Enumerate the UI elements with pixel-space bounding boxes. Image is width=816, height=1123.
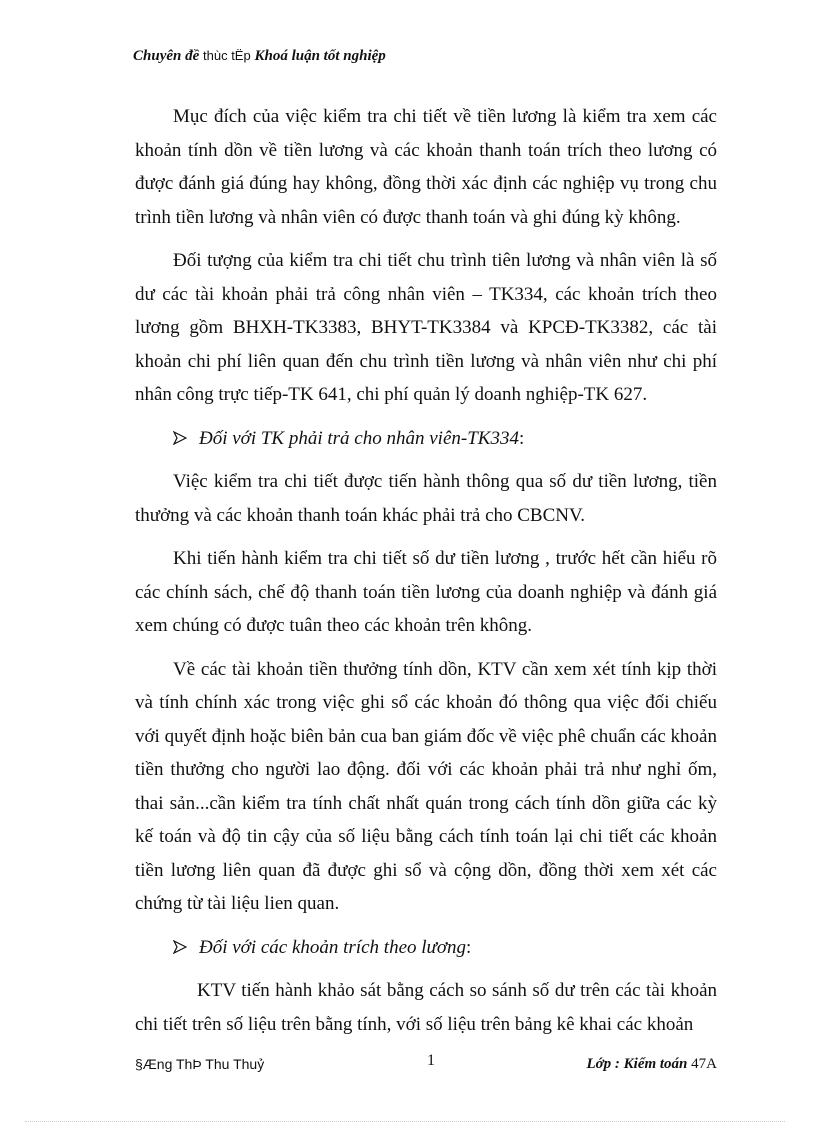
page-header [133, 48, 693, 76]
header-thesis: Khoá luận tốt nghiệp [254, 48, 386, 64]
arrow-bullet-icon [173, 431, 187, 445]
footer-class-label: Lớp : Kiểm toán [586, 1056, 688, 1072]
bullet-deductions-text: Đối với các khoản trích theo lương [199, 936, 467, 958]
paragraph-purpose: Mục đích của việc kiểm tra chi tiết về tiền lương là kiểm tra xem các khoản tính dồn về tiền lương và các khoản thanh toán trích theo lương có được đánh giá đúng hay không, đồng thời xác định các nghiệp vụ trong chu trình tiền lương và nhân viên có được thanh toán và ghi đúng kỳ không. [135, 106, 717, 228]
bullet-tk334 [135, 422, 717, 456]
paragraph-check-balance: Việc kiểm tra chi tiết được tiến hành thông qua số dư tiền lương, tiền thưởng và các khoản thanh toán khác phải trả cho CBCNV. [135, 471, 717, 526]
page-bottom-divider [25, 1121, 785, 1122]
footer-class-number: 47A [691, 1056, 717, 1072]
paragraph-policies: Khi tiến hành kiểm tra chi tiết số dư tiền lương , trước hết cần hiểu rõ các chính sách, chế độ thanh toán tiền lương của doanh nghiệp và đánh giá xem chúng có được tuân theo các khoản trên không. [135, 548, 717, 636]
page-footer [135, 1052, 717, 1082]
paragraph-ktv-survey: KTV tiến hành khảo sát bằng cách so sánh số dư trên các tài khoản chi tiết trên số liệu trên bằng tính, với số liệu trên bảng kê khai các khoản [135, 980, 717, 1035]
footer-author: §Æng ThÞ Thu Thuỷ [135, 1056, 265, 1072]
header-topic: Chuyên đề [133, 48, 200, 64]
arrow-bullet-icon [173, 940, 187, 954]
paragraph-bonus: Về các tài khoản tiền thưởng tính dồn, KTV cần xem xét tính kịp thời và tính chính xác trong việc ghi sổ các khoản đó thông qua việc đối chiếu với quyết định hoặc biên bản cua ban giám đốc về việc phê chuẩn các khoản tiền thưởng cho người lao động. đối với các khoản phải trả như nghỉ ốm, thai sản...cần kiểm tra tính chất nhất quán trong cách tính dồn giữa các kỳ kế toán và độ tin cậy của số liệu bằng cách tính toán lại chi tiết các khoản tiền lương liên quan đã được ghi sổ và cộng dồn, đồng thời xem xét các chứng từ tài liệu lien quan. [135, 658, 717, 914]
document-body [135, 100, 717, 1051]
bullet-deductions [135, 931, 717, 965]
bullet-deductions-colon: : [466, 936, 472, 958]
paragraph-object: Đối tượng của kiểm tra chi tiết chu trình tiên lương và nhân viên là số dư các tài khoản phải trả công nhân viên – TK334, các khoản trích theo lương gồm BHXH-TK3383, BHYT-TK3384 và KPCĐ-TK3382, các tài khoản chi phí liên quan đến chu trình tiền lương và nhân viên như chi phí nhân công trực tiếp-TK 641, chi phí quản lý doanh nghiệp-TK 627. [135, 250, 717, 405]
bullet-tk334-colon: : [518, 427, 525, 449]
footer-class [586, 1056, 717, 1073]
header-internship: thùc tËp [203, 48, 251, 63]
bullet-tk334-text: Đối với TK phải trả cho nhân viên-TK334 [199, 427, 519, 449]
page-number: 1 [427, 1052, 435, 1069]
